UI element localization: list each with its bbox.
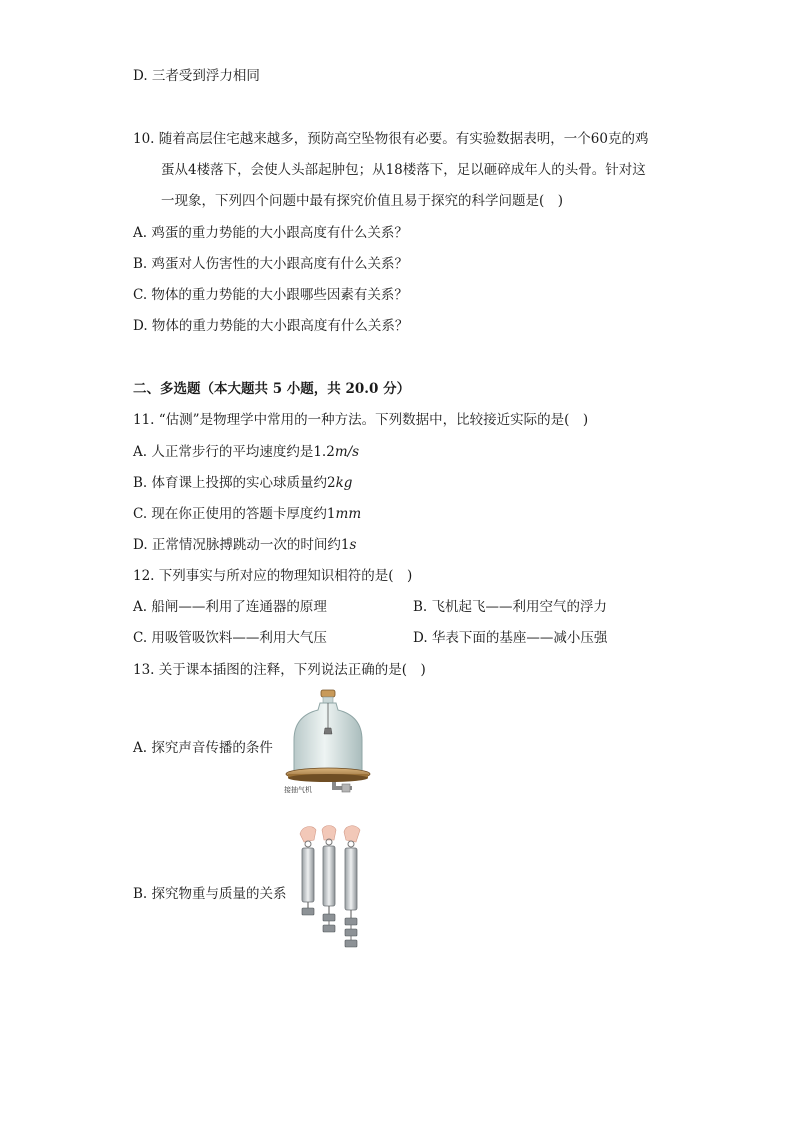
q11-option-b-unit: kg <box>335 475 353 491</box>
q11-option-a <box>133 443 359 461</box>
q13-stem: 13. 关于课本插图的注释，下列说法正确的是( ) <box>133 662 426 678</box>
q11-option-c-unit: mm <box>335 506 362 522</box>
q10-stem-line3: 一现象，下列四个问题中最有探究价值且易于探究的科学问题是( ) <box>161 193 564 209</box>
q11-option-d <box>133 536 356 554</box>
q11-option-d-unit: s <box>349 537 357 553</box>
q11-option-d-text: D. 正常情况脉搏跳动一次的时间约1 <box>133 537 350 553</box>
q11-stem: 11. “估测”是物理学中常用的一种方法。下列数据中，比较接近实际的是( ) <box>133 412 589 428</box>
q13-option-a: A. 探究声音传播的条件 <box>133 740 273 756</box>
q10-option-d: D. 物体的重力势能的大小跟高度有什么关系？ <box>133 318 409 334</box>
q10-option-c: C. 物体的重力势能的大小跟哪些因素有关系？ <box>133 287 408 303</box>
q9-option-d: D. 三者受到浮力相同 <box>133 68 260 84</box>
q12-option-c: C. 用吸管吸饮料——利用大气压 <box>133 630 327 646</box>
bell-jar-figure <box>282 688 374 800</box>
q12-option-d: D. 华表下面的基座——减小压强 <box>413 630 608 646</box>
q10-stem-line2: 蛋从4楼落下，会使人头部起肿包；从18楼落下，足以砸碎成年人的头骨。针对这 <box>161 162 646 178</box>
spring-scales-figure <box>294 824 366 966</box>
q11-option-c <box>133 505 361 523</box>
q11-option-b-text: B. 体育课上投掷的实心球质量约2 <box>133 475 336 491</box>
vacuum-pump-label: 接抽气机 <box>284 786 312 794</box>
q11-option-a-text: A. 人正常步行的平均速度约是1.2 <box>133 444 335 460</box>
q12-stem: 12. 下列事实与所对应的物理知识相符的是( ) <box>133 568 413 584</box>
q10-stem-line1: 10. 随着高层住宅越来越多，预防高空坠物很有必要。有实验数据表明，一个60克的鸡 <box>133 131 649 147</box>
q10-option-b: B. 鸡蛋对人伤害性的大小跟高度有什么关系？ <box>133 256 409 272</box>
section-title: 二、多选题（本大题共 5 小题，共 20.0 分） <box>133 381 411 397</box>
q12-option-a: A. 船闸——利用了连通器的原理 <box>133 599 327 615</box>
q13-option-b: B. 探究物重与质量的关系 <box>133 886 287 902</box>
q12-option-b: B. 飞机起飞——利用空气的浮力 <box>413 599 608 615</box>
q11-option-b <box>133 474 352 492</box>
q11-option-c-text: C. 现在你正使用的答题卡厚度约1 <box>133 506 336 522</box>
q11-option-a-unit: m/s <box>334 444 360 460</box>
q10-option-a: A. 鸡蛋的重力势能的大小跟高度有什么关系？ <box>133 225 408 241</box>
